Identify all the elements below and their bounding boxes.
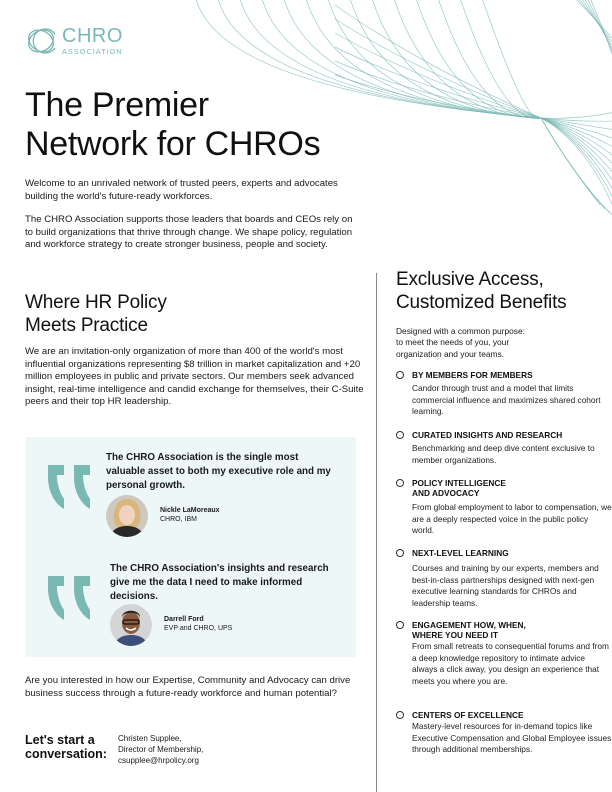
decorative-line (541, 118, 612, 121)
quote-mark-icon (46, 465, 94, 509)
headline-line-2: Network for CHROs (25, 125, 321, 163)
testimonial-name: Darrell Ford (164, 616, 204, 623)
decorative-line (459, 0, 541, 118)
benefits-intro (396, 326, 596, 360)
benefit-description: Courses and training by our experts, members and best-in-class partnerships designed with next-gen executive learning standards for CHROs and leadership teams. (412, 563, 599, 609)
decorative-line (349, 0, 541, 118)
benefits-heading-line-2: Customized Benefits (396, 292, 567, 313)
benefit-title (412, 620, 526, 641)
circle-bullet-icon (396, 431, 404, 439)
decorative-line (541, 118, 612, 157)
decorative-line (393, 0, 541, 118)
circle-bullet-icon (396, 621, 404, 629)
testimonial-attribution (164, 615, 232, 633)
circle-bullet-icon (396, 479, 404, 487)
contact-email-link[interactable]: csupplee@hrpolicy.org (118, 756, 199, 765)
decorative-line (437, 0, 541, 118)
benefit-title: CURATED INSIGHTS AND RESEARCH (412, 430, 563, 440)
benefit-title-line: WHERE YOU NEED IT (412, 630, 499, 641)
policy-practice-body: We are an invitation-only organization of more than 400 of the world's most influential organizations representing $8 trillion in market capitalization and +20 million employees in public and private sectors. Our members seek advanced insight, real-time intelligence and candid exchange for themselves, their C-Suite peers and their top HR leadership. (25, 346, 364, 408)
benefits-intro-line: organization and your teams. (396, 348, 505, 359)
decorative-line (541, 118, 605, 209)
policy-heading-line-1: Where HR Policy (25, 292, 167, 313)
testimonial-text: The CHRO Association's insights and research give me the data I need to make informed decisions. (110, 563, 329, 602)
decorative-line (335, 19, 541, 118)
benefit-description: From small retreats to consequential forums and from a deep knowledge repository to intimate advice always a click away, you design an experience that meets you where you are. (412, 641, 609, 687)
testimonial-role: CHRO, IBM (160, 516, 197, 523)
decorative-line (541, 118, 610, 213)
policy-practice-heading (25, 291, 167, 337)
testimonial-role: EVP and CHRO, UPS (164, 625, 233, 632)
circle-bullet-icon (396, 711, 404, 719)
decorative-line (541, 118, 612, 184)
decorative-line (415, 0, 541, 118)
decorative-line (327, 0, 541, 118)
benefits-heading-line-1: Exclusive Access, (396, 269, 544, 290)
decorative-line (541, 118, 612, 175)
benefit-description: Candor through trust and a model that limits commercial influence and maximizes shared cohort learning. (412, 383, 601, 417)
decorative-line (541, 118, 612, 139)
chro-association-logo (25, 25, 123, 57)
benefits-intro-line: Designed with a common purpose: (396, 326, 525, 336)
benefits-heading (396, 268, 566, 314)
decorative-line (481, 0, 541, 119)
decorative-line (541, 118, 612, 217)
decorative-line (541, 118, 612, 211)
avatar (110, 604, 152, 646)
quote-mark-icon (46, 576, 94, 620)
benefits-intro-line: to meet the needs of you, your (396, 337, 510, 348)
benefit-title-line: POLICY INTELLIGENCE (412, 478, 506, 488)
avatar (106, 495, 148, 537)
contact-name: Christen Supplee, (118, 734, 182, 743)
decorative-line (305, 0, 541, 118)
decorative-line (335, 33, 541, 118)
intro-text (25, 178, 360, 252)
benefit-title-line: AND ADVOCACY (412, 488, 480, 499)
decorative-line (283, 0, 541, 118)
portrait-image (106, 495, 148, 537)
decorative-line (541, 112, 612, 118)
testimonial-name: Nickle LaMoreaux (160, 507, 220, 514)
policy-heading-line-2: Meets Practice (25, 315, 148, 336)
intro-paragraph-2: The CHRO Association supports those leaders that boards and CEOs rely on to build organizations that thrive through change. We shape policy, regulation and workforce strategy to create stronger business, people and society. (25, 214, 353, 251)
circle-bullet-icon (396, 549, 404, 557)
decorative-line (335, 47, 541, 118)
cta-heading (25, 733, 107, 761)
decorative-line (541, 118, 612, 148)
decorative-line (581, 0, 612, 48)
decorative-line (541, 118, 612, 202)
decorative-line (335, 61, 541, 118)
decorative-line (371, 0, 541, 118)
cta-question: Are you interested in how our Expertise, Community and Advocacy can drive business success through a future-ready workforce and human potential? (25, 675, 351, 699)
benefit-description: Mastery-level resources for in-demand topics like Executive Compensation and Global Employee issues through additional memberships. (412, 721, 612, 755)
testimonial-attribution (160, 506, 220, 524)
decorative-line (541, 118, 612, 193)
headline-line-1: The Premier (25, 86, 209, 124)
benefit-description: Benchmarking and deep dive content exclusive to member organizations. (412, 443, 595, 465)
decorative-line (541, 118, 600, 205)
decorative-line (578, 0, 612, 44)
benefit-title: CENTERS OF EXCELLENCE (412, 710, 524, 720)
circle-bullet-icon (396, 371, 404, 379)
decorative-line (541, 118, 612, 166)
decorative-line (590, 0, 612, 60)
benefit-title: NEXT-LEVEL LEARNING (412, 548, 509, 558)
decorative-line (541, 118, 612, 130)
contact-info (118, 733, 203, 766)
contact-title: Director of Membership, (118, 745, 204, 754)
page-headline (25, 86, 320, 164)
decorative-line (584, 0, 612, 52)
decorative-line (335, 5, 541, 118)
testimonials-box (26, 437, 356, 657)
cta-heading-line-1: Let's start a (25, 733, 95, 747)
benefit-title: BY MEMBERS FOR MEMBERS (412, 370, 533, 380)
testimonial-text: The CHRO Association is the single most valuable asset to both my executive role and my personal growth. (106, 452, 331, 491)
logo-wordmark: CHRO (62, 25, 123, 48)
logo-subtitle: ASSOCIATION (62, 47, 123, 57)
decorative-line (575, 0, 612, 40)
decorative-line (335, 75, 541, 118)
cta-heading-line-2: conversation: (25, 747, 107, 761)
logo-mark-icon (25, 25, 61, 57)
column-divider (376, 273, 377, 792)
benefit-description: From global employment to labor to compensation, we are a deeply respected voice in the public policy world. (412, 502, 612, 536)
benefit-title (412, 478, 506, 499)
portrait-image (110, 604, 152, 646)
decorative-line (587, 0, 612, 56)
benefit-title-line: ENGAGEMENT HOW, WHEN, (412, 620, 526, 630)
intro-paragraph-1: Welcome to an unrivaled network of trusted peers, experts and advocates building the world's future-ready workforces. (25, 178, 338, 202)
